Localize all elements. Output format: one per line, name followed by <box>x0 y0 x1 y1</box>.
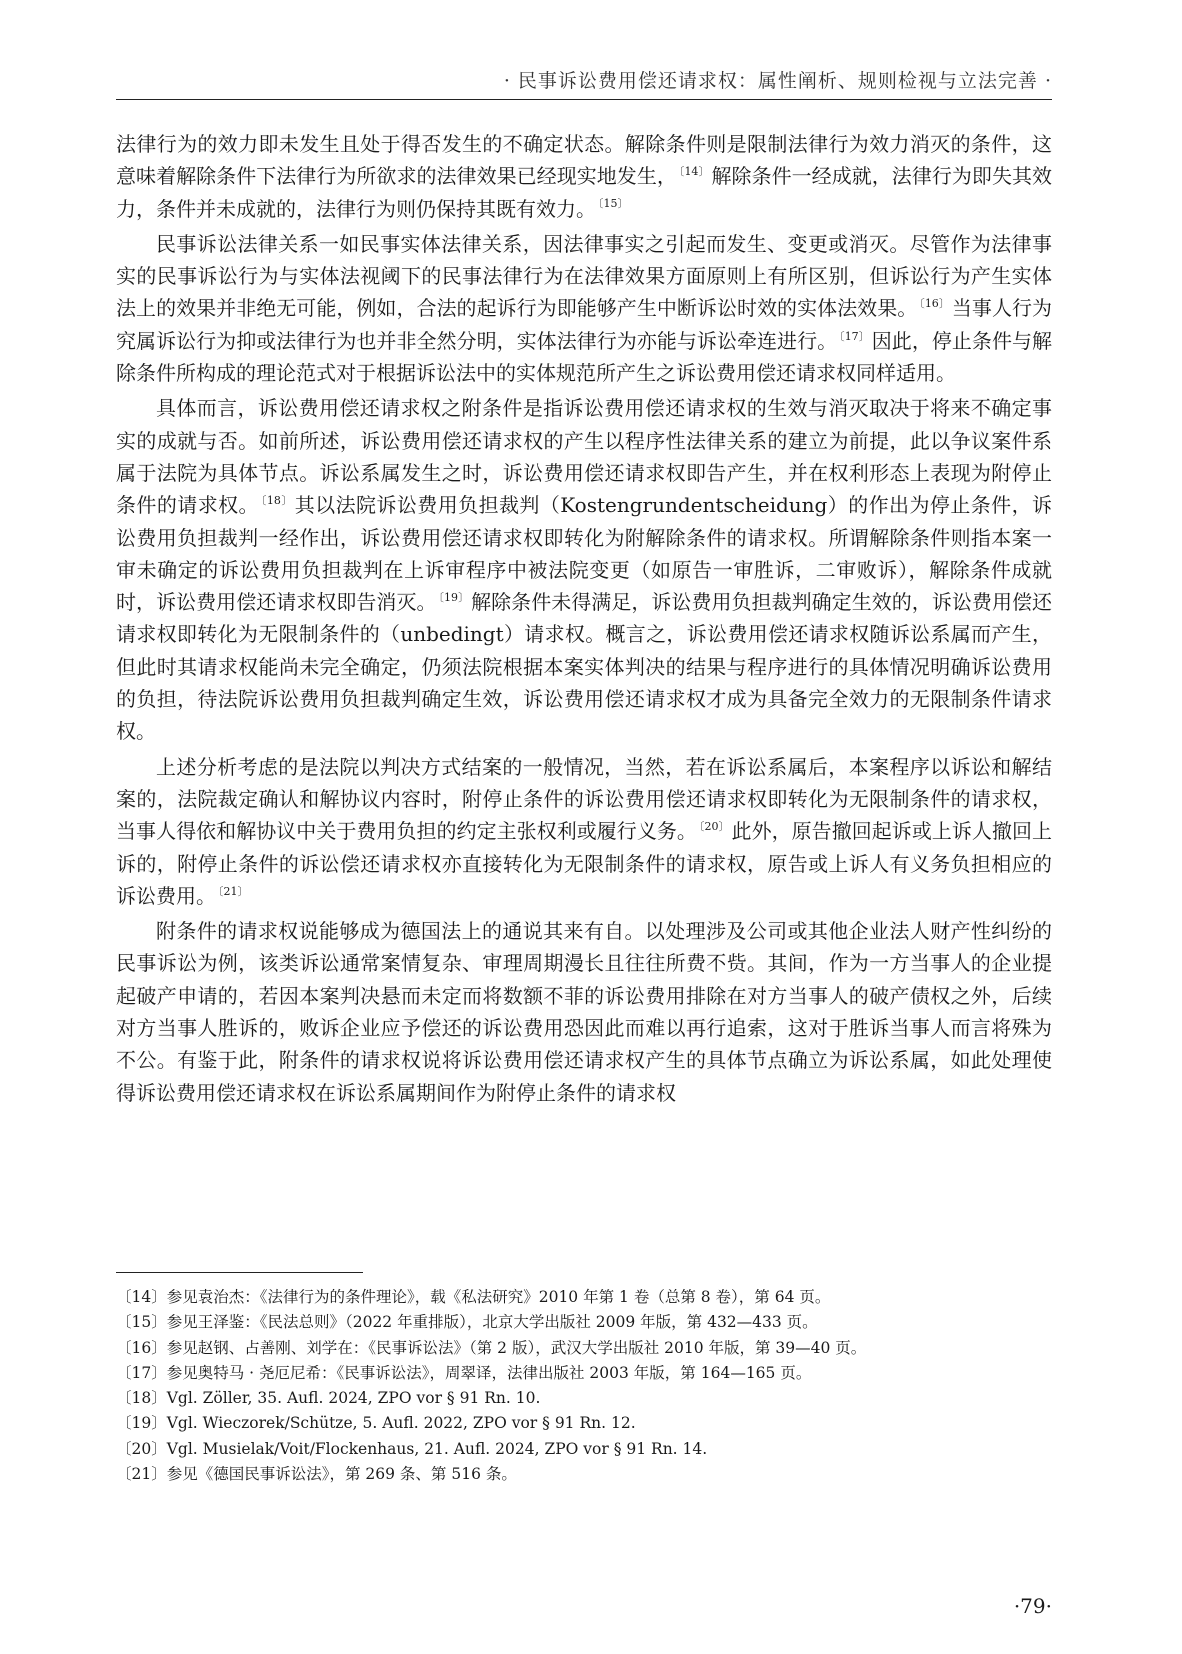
footnote: 〔21〕参见《德国民事诉讼法》，第 269 条、第 516 条。 <box>116 1465 517 1484</box>
paragraph-text: 附条件的请求权说能够成为德国法上的通说其来有自。以处理涉及公司或其他企业法人财产性纠纷的民事诉讼为例，该类诉讼通常案情复杂、审理周期漫长且往往所费不赀。其间，作为一方当事人的企业提起破产申请的，若因本案判决悬而未定而将数额不菲的诉讼费用排除在对方当事人的破产债权之外，后续对方当事人胜诉的，败诉企业应予偿还的诉讼费用恐因此而难以再行追索，这对于胜诉当事人而言将殊为不公。有鉴于此，附条件的请求权说将诉讼费用偿还请求权产生的具体节点确立为诉讼系属，如此处理使得诉讼费用偿还请求权在诉讼系属期间作为附停止条件的请求权 <box>116 919 1052 1105</box>
body-paragraph <box>116 228 1052 389</box>
body-paragraph <box>116 392 1052 747</box>
paragraph-text: 法律行为的效力即未发生且处于得否发生的不确定状态。解除条件则是限制法律行为效力消灭的条件，这意味着解除条件下法律行为所欲求的法律效果已经现实地发生， <box>116 132 1052 189</box>
paragraph-text: 民事诉讼法律关系一如民事实体法律关系，因法律事实之引起而发生、变更或消灭。尽管作为法律事实的民事诉讼行为与实体法视阈下的民事法律行为在法律效果方面原则上有所区别，但诉讼行为产生实体法上的效果并非绝无可能，例如，合法的起诉行为即能够产生中断诉讼时效的实体法效果。 <box>116 231 1052 321</box>
paragraph-text: 当事人行为究属诉讼行为抑或法律行为也并非全然分明，实体法律行为亦能与诉讼牵连进行。 <box>116 296 1053 353</box>
paragraph-text: 此外，原告撤回起诉或上诉人撤回上诉的，附停止条件的诉讼偿还请求权亦直接转化为无限制条件的请求权，原告或上诉人有义务负担相应的诉讼费用。 <box>116 819 1053 908</box>
footnote-reference: 〔21〕 <box>218 884 249 898</box>
footnotes <box>116 1285 1056 1487</box>
header-rule <box>116 99 1052 100</box>
paragraph-text: 解除条件一经成就，法律行为即失其效力，条件并未成就的，法律行为则仍保持其既有效力。 <box>116 164 1053 221</box>
running-header: · 民事诉讼费用偿还请求权：属性阐析、规则检视与立法完善 · <box>503 70 1052 92</box>
footnote: 〔14〕参见袁治杰：《法律行为的条件理论》，载《私法研究》2010 年第 1 卷（总第 8 卷），第 64 页。 <box>116 1288 831 1306</box>
body-paragraph <box>116 128 1052 225</box>
body-text <box>116 128 1052 1109</box>
footnote-reference: 〔18〕 <box>260 494 293 508</box>
footnote: 〔19〕Vgl. Wieczorek/Schütze, 5. Aufl. 2022, ZPO vor § 91 Rn. 12. <box>116 1414 636 1433</box>
paragraph-text: 其以法院诉讼费用负担裁判（Kostengrundentscheidung）的作出为停止条件，诉讼费用负担裁判一经作出，诉讼费用偿还请求权即转化为附解除条件的请求权。所谓解除条件则指本案一审未确定的诉讼费用负担裁判在上诉审程序中被法院变更（如原告一审胜诉，二审败诉），解除条件成就时，诉讼费用偿还请求权即告消灭。 <box>116 493 1053 615</box>
body-paragraph <box>116 915 1052 1109</box>
footnote-reference: 〔14〕 <box>678 165 710 179</box>
paragraph-text: 具体而言，诉讼费用偿还请求权之附条件是指诉讼费用偿还请求权的生效与消灭取决于将来不确定事实的成就与否。如前所述，诉讼费用偿还请求权的产生以程序性法律关系的建立为前提，此以争议案件系属于法院为具体节点。诉讼系属发生之时，诉讼费用偿还请求权即告产生，并在权利形态上表现为附停止条件的请求权。 <box>116 396 1052 518</box>
footnote: 〔18〕Vgl. Zöller, 35. Aufl. 2024, ZPO vor § 91 Rn. 10. <box>116 1389 541 1408</box>
footnote-reference: 〔16〕 <box>919 297 950 311</box>
footnote: 〔16〕参见赵钢、占善刚、刘学在：《民事诉讼法》（第 2 版），武汉大学出版社 2010 年版，第 39—40 页。 <box>116 1338 867 1357</box>
body-paragraph <box>116 751 1052 912</box>
paragraph-text: 因此，停止条件与解除条件所构成的理论范式对于根据诉讼法中的实体规范所产生之诉讼费用偿还请求权同样适用。 <box>116 328 1053 386</box>
footnote-rule <box>116 1272 363 1273</box>
paragraph-text: 上述分析考虑的是法院以判决方式结案的一般情况，当然，若在诉讼系属后，本案程序以诉讼和解结案的，法院裁定确认和解协议内容时，附停止条件的诉讼费用偿还请求权即转化为无限制条件的请求权，当事人得依和解协议中关于费用负担的约定主张权利或履行义务。 <box>116 754 1052 844</box>
footnote-reference: 〔17〕 <box>839 329 870 343</box>
paragraph-text: 解除条件未得满足，诉讼费用负担裁判确定生效的，诉讼费用偿还请求权即转化为无限制条件的（unbedingt）请求权。概言之，诉讼费用偿还请求权随诉讼系属而产生，但此时其请求权能尚未完全确定，仍须法院根据本案实体判决的结果与程序进行的具体情况明确诉讼费用的负担，待法院诉讼费用负担裁判确定生效，诉讼费用偿还请求权才成为具备完全效力的无限制条件请求权。 <box>116 590 1053 744</box>
footnote-reference: 〔20〕 <box>698 819 730 833</box>
page-number: ·79· <box>1013 1594 1052 1618</box>
footnote-reference: 〔15〕 <box>598 197 629 211</box>
footnote: 〔17〕参见奥特马 · 尧厄尼希：《民事诉讼法》，周翠译，法律出版社 2003 年版，第 164—165 页。 <box>116 1363 812 1382</box>
footnote: 〔20〕Vgl. Musielak/Voit/Flockenhaus, 21. Aufl. 2024, ZPO vor § 91 Rn. 14. <box>116 1439 708 1458</box>
footnote-reference: 〔19〕 <box>438 590 470 604</box>
footnote: 〔15〕参见王泽鉴：《民法总则》（2022 年重排版），北京大学出版社 2009 年版，第 432—433 页。 <box>116 1313 818 1332</box>
